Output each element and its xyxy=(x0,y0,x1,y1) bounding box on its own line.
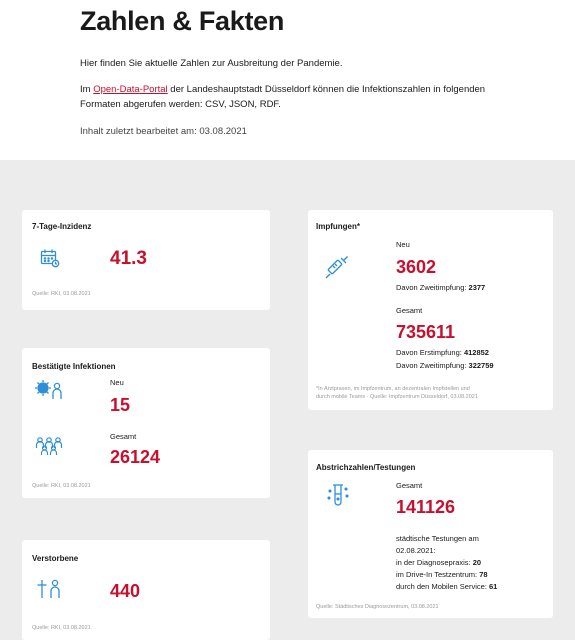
vacc-first-value: 412852 xyxy=(463,348,489,357)
intro-text: Hier finden Sie aktuelle Zahlen zur Ausbreitung der Pandemie. xyxy=(80,58,343,69)
vacc-source-line1: *In Arztpraxen, im Impfzentrum, an dezentralen Impfstellen und xyxy=(316,386,470,392)
infections-total-value: 26124 xyxy=(110,447,161,467)
vacc-first-label: Davon Erstimpfung: xyxy=(396,348,464,357)
vaccinations-title: Impfungen* xyxy=(316,222,360,231)
open-data-portal-link[interactable]: Open-Data-Portal xyxy=(93,84,168,95)
incidence-card xyxy=(22,210,270,310)
incidence-title: 7-Tage-Inzidenz xyxy=(32,222,92,231)
vacc-second xyxy=(396,361,494,370)
page-title: Zahlen & Fakten xyxy=(80,6,285,36)
tests-line1: städtische Testungen am xyxy=(396,534,479,543)
facts-section xyxy=(0,160,575,640)
infections-card xyxy=(22,348,270,498)
vacc-new-label: Neu xyxy=(396,240,410,249)
vaccinations-card xyxy=(308,210,553,410)
tests-line3 xyxy=(396,558,481,567)
tests-source: Quelle: Städtisches Diagnosezentrum, 03.08.2021 xyxy=(316,604,439,610)
open-data-text xyxy=(80,82,500,112)
tests-line3-label: in der Diagnosepraxis: xyxy=(396,558,473,567)
deaths-source: Quelle: RKI, 03.08.2021 xyxy=(32,625,91,631)
vacc-new-second xyxy=(396,283,485,292)
last-edited: Inhalt zuletzt bearbeitet am: 03.08.2021 xyxy=(80,126,247,137)
portal-prefix: Im xyxy=(80,84,94,95)
vacc-source-line2: durch mobile Teams · Quelle: Impfzentrum Düsseldorf, 03.08.2021 xyxy=(316,394,478,400)
incidence-value: 41.3 xyxy=(110,248,147,269)
incidence-source: Quelle: RKI, 03.08.2021 xyxy=(32,291,91,297)
infections-new-value: 15 xyxy=(110,395,131,415)
tests-line5 xyxy=(396,582,497,591)
tests-total-value: 141126 xyxy=(396,497,456,517)
tests-line5-label: durch den Mobilen Service: xyxy=(396,582,489,591)
tests-card xyxy=(308,450,553,618)
group-icon xyxy=(34,436,64,461)
infections-source: Quelle: RKI, 03.08.2021 xyxy=(32,483,91,489)
tests-line4 xyxy=(396,570,488,579)
calendar-icon xyxy=(40,248,60,273)
portal-suffix: der Landeshauptstadt Düsseldorf können die Infektionszahlen in folgenden Formaten abgerufen werden: CSV, JSON, RDF. xyxy=(80,84,486,110)
vacc-second-value: 322759 xyxy=(468,361,494,370)
deaths-title: Verstorbene xyxy=(32,554,79,563)
syringe-icon xyxy=(324,254,350,285)
tests-line2: 02.08.2021: xyxy=(396,546,436,555)
tests-line4-label: im Drive-In Testzentrum: xyxy=(396,570,480,579)
tests-line4-value: 78 xyxy=(479,570,488,579)
vacc-source xyxy=(316,385,478,401)
deaths-card xyxy=(22,540,270,640)
vacc-new-value: 3602 xyxy=(396,257,437,277)
infections-total-label: Gesamt xyxy=(110,432,137,441)
cross-person-icon xyxy=(36,578,62,605)
vacc-new-second-label: Davon Zweitimpfung: xyxy=(396,283,469,292)
virus-person-icon xyxy=(34,378,64,407)
infections-title: Bestätigte Infektionen xyxy=(32,362,116,371)
vacc-new-second-value: 2377 xyxy=(468,283,486,292)
vacc-total-value: 735611 xyxy=(396,322,456,342)
infections-new-label: Neu xyxy=(110,378,124,387)
deaths-value: 440 xyxy=(110,581,141,601)
intro-section xyxy=(0,0,575,160)
tests-line5-value: 61 xyxy=(488,582,498,591)
vacc-second-label: Davon Zweitimpfung: xyxy=(396,361,469,370)
vacc-first xyxy=(396,348,489,357)
tests-line3-value: 20 xyxy=(472,558,482,567)
tests-title: Abstrichzahlen/Testungen xyxy=(316,463,416,472)
test-tube-icon xyxy=(326,482,350,515)
tests-total-label: Gesamt xyxy=(396,481,423,490)
vacc-total-label: Gesamt xyxy=(396,306,423,315)
